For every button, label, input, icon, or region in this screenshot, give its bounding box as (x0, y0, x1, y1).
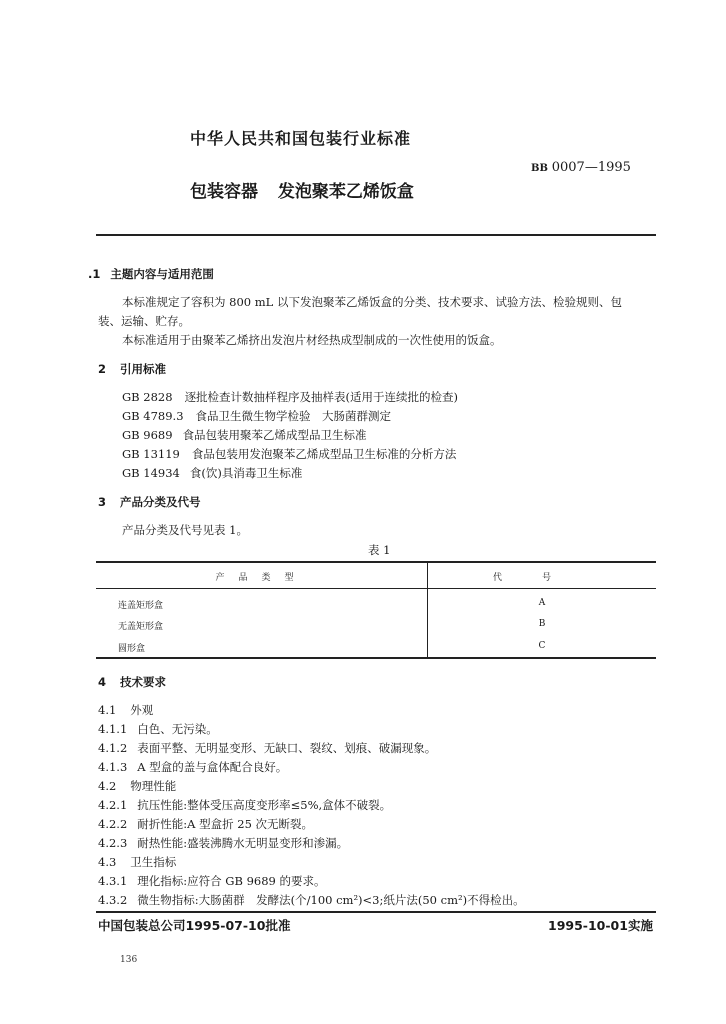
clause-item (98, 721, 218, 737)
table-cell-code: A (538, 598, 546, 608)
section-2-title: 引用标准 (120, 362, 167, 376)
org-title: 中华人民共和国包装行业标准 (190, 129, 412, 148)
clause-number: 4.2 (98, 779, 117, 793)
table-cell-code: C (538, 641, 546, 651)
ref-item (122, 408, 391, 424)
ref-name: 食品卫生微生物学检验 大肠菌群测定 (195, 409, 392, 423)
clause-text: 卫生指标 (130, 855, 177, 869)
ref-code: GB 14934 (122, 466, 180, 480)
clause-item (98, 740, 436, 756)
implementation-date: 1995-10-01实施 (548, 918, 653, 933)
clause-number: 4.1 (98, 703, 117, 717)
clause-number: 4.3 (98, 855, 117, 869)
ref-name: 食品包装用发泡聚苯乙烯成型品卫生标准的分析方法 (191, 447, 457, 461)
standard-code (531, 160, 631, 175)
ref-item (122, 446, 456, 462)
footer-rule (96, 911, 656, 913)
table-header-rule (96, 588, 656, 589)
clause-item (98, 892, 525, 908)
clause-text: 微生物指标:大肠菌群 发酵法(个/100 cm²)<3;纸片法(50 cm²)不得检出。 (137, 893, 525, 907)
clause-item (98, 854, 176, 870)
document-title (190, 177, 414, 202)
table-cell-type: 连盖矩形盒 (118, 601, 164, 611)
clause-item (98, 873, 326, 889)
code-number: 0007—1995 (551, 160, 631, 175)
ref-name: 食品包装用聚苯乙烯成型品卫生标准 (182, 428, 367, 442)
table-header-product-type: 产品类型 (215, 573, 308, 583)
table-cell-type: 圆形盒 (118, 644, 146, 654)
ref-name: 食(饮)具消毒卫生标准 (189, 466, 303, 480)
ref-code: GB 4789.3 (122, 409, 184, 423)
section-1-para-1-line-2: 装、运输、贮存。 (98, 314, 190, 328)
code-prefix: BB (531, 163, 548, 174)
section-1-para-2: 本标准适用于由聚苯乙烯挤出发泡片材经热成型制成的一次性使用的饭盒。 (122, 333, 502, 347)
clause-text: 耐热性能:盛装沸腾水无明显变形和渗漏。 (137, 836, 349, 850)
header-rule (96, 234, 656, 236)
page-number: 136 (120, 955, 138, 965)
table-top-rule (96, 561, 656, 563)
clause-item (98, 797, 391, 813)
section-1-para-1-line-1: 本标准规定了容积为 800 mL 以下发泡聚苯乙烯饭盒的分类、技术要求、试验方法、检验规则、包 (122, 295, 622, 309)
section-3-title: 产品分类及代号 (120, 495, 201, 509)
clause-item (98, 778, 176, 794)
ref-item (122, 427, 367, 443)
clause-number: 4.2.1 (98, 798, 128, 812)
section-3-number: 3 (98, 495, 107, 509)
clause-number: 4.1.3 (98, 760, 128, 774)
clause-text: 表面平整、无明显变形、无缺口、裂纹、划痕、破漏现象。 (137, 741, 437, 755)
table-cell-code: B (538, 619, 546, 629)
section-2-number: 2 (98, 362, 107, 376)
table-header-code: 代号 (492, 573, 591, 583)
clause-text: 白色、无污染。 (137, 722, 218, 736)
section-4-number: 4 (98, 675, 107, 689)
section-4-title: 技术要求 (120, 675, 167, 689)
section-1-heading (88, 266, 214, 282)
ref-code: GB 9689 (122, 428, 173, 442)
doc-title-a: 包装容器 (190, 182, 258, 202)
clause-text: 外观 (130, 703, 154, 717)
clause-item (98, 835, 348, 851)
section-3-heading (98, 494, 201, 510)
section-2-heading (98, 361, 166, 377)
approval-date: 中国包装总公司1995-07-10批准 (98, 918, 291, 933)
clause-item (98, 816, 313, 832)
doc-title-b: 发泡聚苯乙烯饭盒 (277, 182, 414, 202)
ref-code: GB 13119 (122, 447, 180, 461)
table-caption: 表 1 (368, 543, 391, 557)
table-bottom-rule (96, 657, 656, 659)
clause-number: 4.2.3 (98, 836, 128, 850)
ref-name: 逐批检查计数抽样程序及抽样表(适用于连续批的检查) (184, 390, 459, 404)
clause-text: 耐折性能:A 型盒折 25 次无断裂。 (137, 817, 314, 831)
clause-text: A 型盒的盖与盒体配合良好。 (137, 760, 288, 774)
section-4-heading (98, 674, 166, 690)
clause-number: 4.3.2 (98, 893, 128, 907)
clause-number: 4.1.2 (98, 741, 128, 755)
ref-item (122, 465, 302, 481)
section-1-number: .1 (88, 267, 101, 281)
clause-number: 4.2.2 (98, 817, 128, 831)
clause-text: 抗压性能:整体受压高度变形率≤5%,盒体不破裂。 (137, 798, 392, 812)
clause-text: 理化指标:应符合 GB 9689 的要求。 (137, 874, 326, 888)
section-3-para: 产品分类及代号见表 1。 (122, 523, 248, 537)
clause-text: 物理性能 (130, 779, 177, 793)
clause-number: 4.3.1 (98, 874, 128, 888)
clause-item (98, 702, 153, 718)
ref-code: GB 2828 (122, 390, 173, 404)
ref-item (122, 389, 458, 405)
table-cell-type: 无盖矩形盒 (118, 622, 164, 632)
clause-item (98, 759, 287, 775)
section-1-title: 主题内容与适用范围 (110, 267, 214, 281)
clause-number: 4.1.1 (98, 722, 128, 736)
